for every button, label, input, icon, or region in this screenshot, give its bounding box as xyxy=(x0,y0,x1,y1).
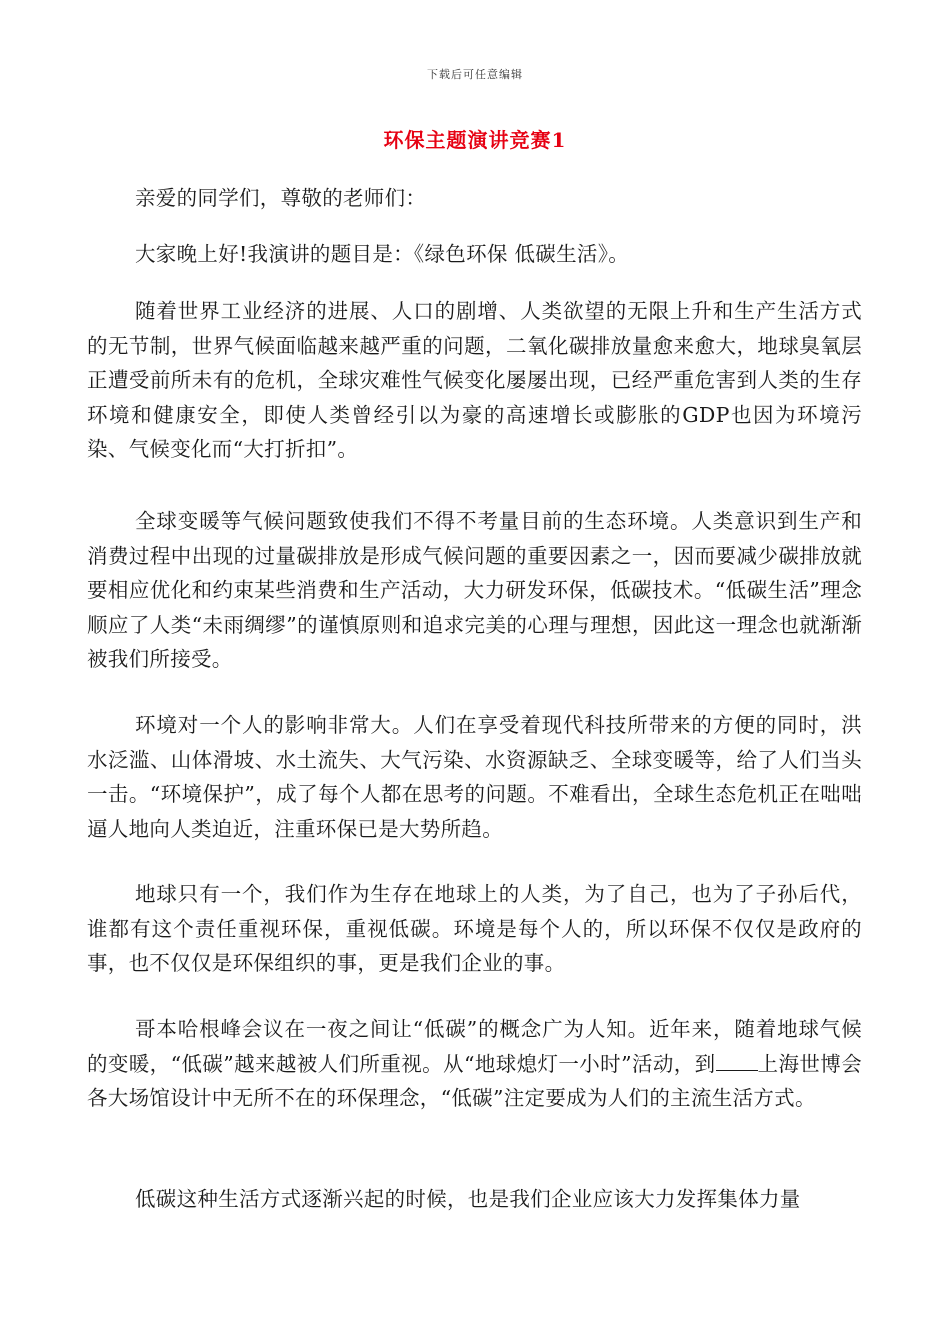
paragraph-copenhagen-part1: 哥本哈根峰会议在一夜之间让“低碳”的概念广为人知。近年来，随着地球气候的变暖，“低碳”越来越被人们所重视。从“地球熄灯一小时”活动，到 xyxy=(87,1017,862,1076)
blank-underline xyxy=(716,1052,758,1071)
paragraph-global-warming: 全球变暖等气候问题致使我们不得不考量目前的生态环境。人类意识到生产和消费过程中出现的过量碳排放是形成气候问题的重要因素之一，因而要减少碳排放就要相应优化和约束某些消费和生产活动，大力研发环保，低碳技术。“低碳生活”理念顺应了人类“未雨绸缪”的谨慎原则和追求完美的心理与理想，因此这一理念也就渐渐被我们所接受。 xyxy=(87,509,862,671)
header-note: 下载后可任意编辑 xyxy=(427,68,523,81)
paragraph-salutation: 亲爱的同学们，尊敬的老师们： xyxy=(135,186,427,210)
paragraph-low-carbon-lifestyle: 低碳这种生活方式逐渐兴起的时候，也是我们企业应该大力发挥集体力量 xyxy=(135,1187,801,1211)
paragraph-environment-impact: 环境对一个人的影响非常大。人们在享受着现代科技所带来的方便的同时，洪水泛滥、山体滑坡、水土流失、大气污染、水资源缺乏、全球变暖等，给了人们当头一击。“环境保护”，成了每个人都在思考的问题。不难看出，全球生态危机正在咄咄逼人地向人类迫近，注重环保已是大势所趋。 xyxy=(87,713,862,841)
page-title: 环保主题演讲竞赛1 xyxy=(383,128,567,152)
paragraph-climate-problem: 随着世界工业经济的进展、人口的剧增、人类欲望的无限上升和生产生活方式的无节制，世界气候面临越来越严重的问题，二氧化碳排放量愈来愈大，地球臭氧层正遭受前所未有的危机，全球灾难性气候变化屡屡出现，已经严重危害到人类的生存环境和健康安全，即使人类曾经引以为豪的高速增长或膨胀的GDP也因为环境污染、气候变化而“大打折扣”。 xyxy=(87,299,862,461)
paragraph-copenhagen xyxy=(87,1012,862,1116)
paragraph-speech-topic: 大家晚上好!我演讲的题目是：《绿色环保 低碳生活》。 xyxy=(135,242,630,266)
paragraph-one-earth: 地球只有一个，我们作为生存在地球上的人类，为了自己，也为了子孙后代，谁都有这个责任重视环保，重视低碳。环境是每个人的，所以环保不仅仅是政府的事，也不仅仅是环保组织的事，更是我们企业的事。 xyxy=(87,882,862,975)
paragraph-copenhagen-part2: 上海世博会各大场馆设计中无所不在的环保理念，“低碳”注定要成为人们的主流生活方式。 xyxy=(87,1051,862,1110)
